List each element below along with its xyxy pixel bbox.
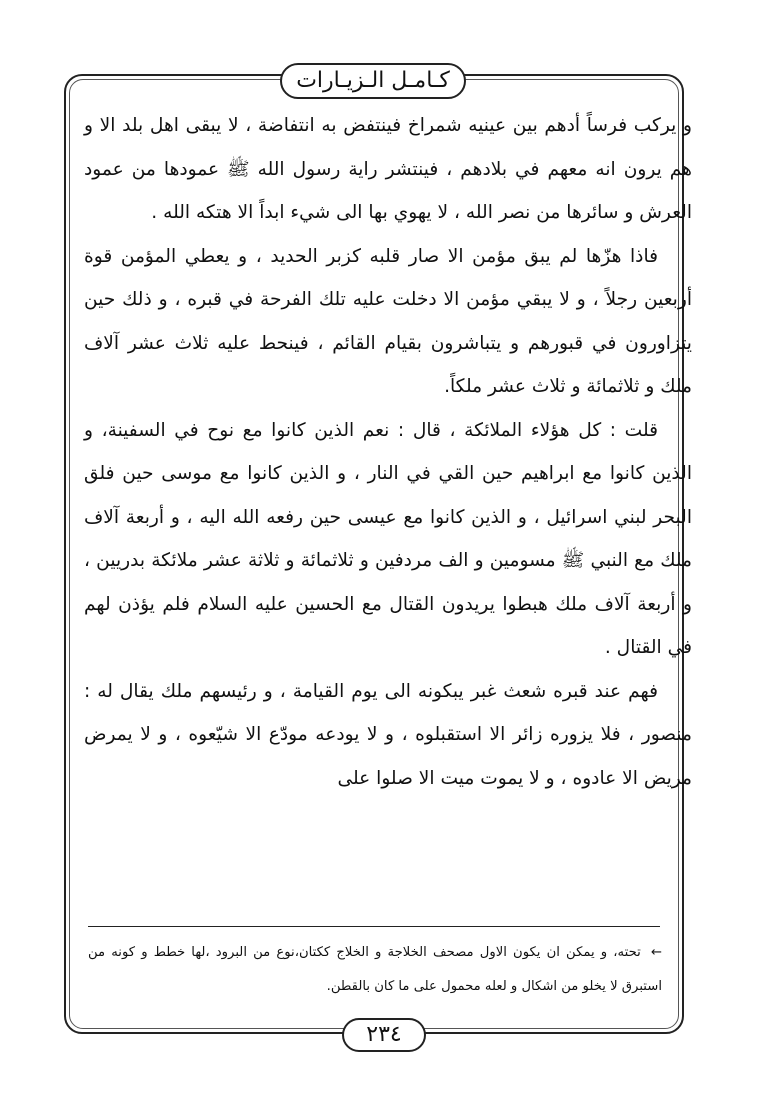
running-header-title: كـامـل الـزيـارات	[296, 68, 450, 93]
paragraph: و يركب فرساً أدهم بين عينيه شمراخ فينتفض به انتفاضة ، لا يبقى اهل بلد الا و هم يرون انه معهم في بلادهم ، فينتشر راية رسول الله ﷺ عمودها من عمود العرش و سائرها من نصر الله ، لا يهوي بها الى شيء ابداً الا هتكه الله .	[84, 115, 692, 223]
running-header	[280, 63, 466, 99]
arrow-left-icon: ←	[650, 945, 662, 960]
paragraph: قلت : كل هؤلاء الملائكة ، قال : نعم الذين كانوا مع نوح في السفينة، و الذين كانوا مع ابراهيم حين القي في النار ، و الذين كانوا مع موسى حين فلق البحر لبني اسرائيل ، و الذين كانوا مع عيسى حين رفعه الله اليه ، و أربعة آلاف ملك مع النبي ﷺ مسومين و الف مردفين و ثلاثمائة و ثلاثة عشر ملائكة بدريين ، و أربعة آلاف ملك هبطوا يريدون القتال مع الحسين عليه السلام فلم يؤذن لهم في القتال .	[84, 419, 692, 658]
footnote	[88, 936, 662, 1004]
page-number-badge	[342, 1018, 426, 1052]
footnote-text: تحته، و يمكن ان يكون الاول مصحف الخلاجة و الخلاج ككتان،نوع من البرود ،لها خطط و كونه من استبرق لا يخلو من اشكال و لعله محمول على ما كان بالقطن.	[88, 945, 662, 994]
page-number: ٢٣٤	[366, 1022, 402, 1047]
footnote-divider	[88, 926, 660, 927]
paragraph: فهم عند قبره شعث غبر يبكونه الى يوم القيامة ، و رئيسهم ملك يقال له : منصور ، فلا يزوره زائر الا استقبلوه ، و لا يودعه مودّع الا شيّعوه ، و لا يمرض مريض الا عادوه ، و لا يموت ميت الا صلوا على	[84, 680, 692, 789]
paragraph: فاذا هزّها لم يبق مؤمن الا صار قلبه كزبر الحديد ، و يعطي المؤمن قوة أربعين رجلاً ، و لا يبقي مؤمن الا دخلت عليه تلك الفرحة في قبره ، و ذلك حين يتزاورون في قبورهم و يتباشرون بقيام القائم ، فينحط عليه ثلاث عشر آلاف ملك و ثلاثمائة و ثلاث عشر ملكاً.	[84, 245, 692, 397]
main-text	[84, 104, 692, 800]
